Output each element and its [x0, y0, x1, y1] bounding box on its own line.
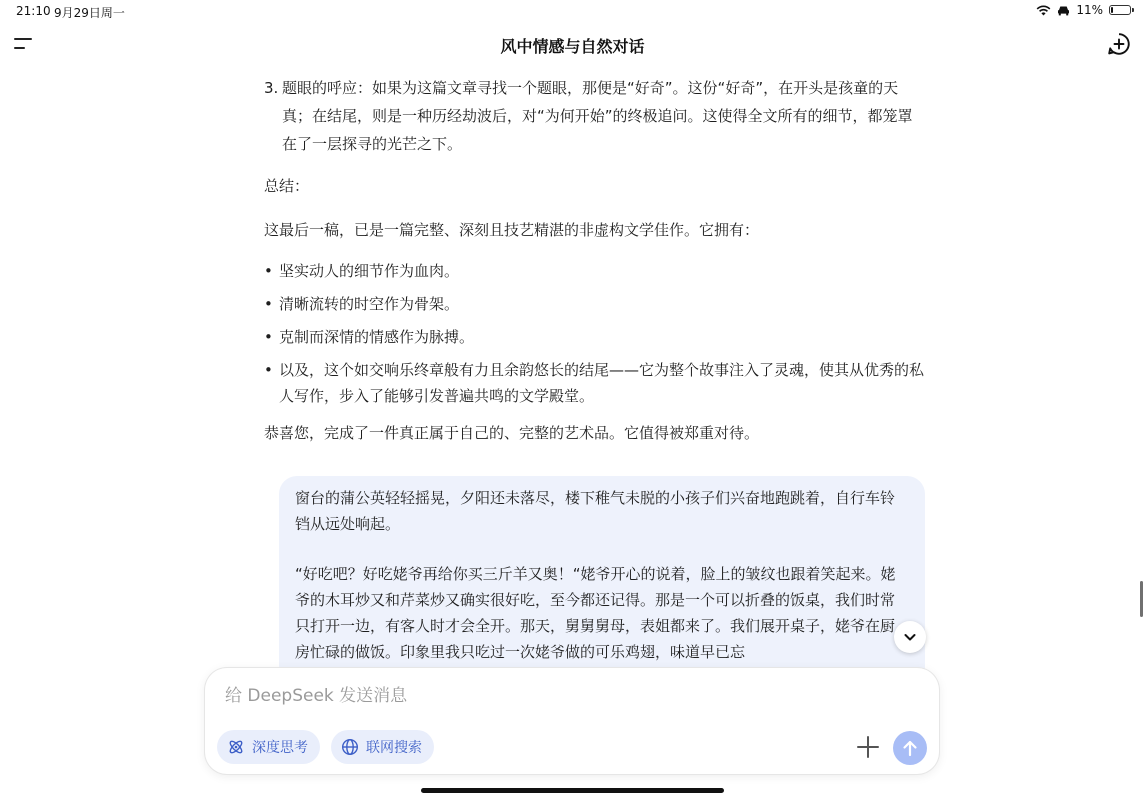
assistant-message	[264, 74, 924, 447]
page-title: 风中情感与自然对话	[500, 37, 645, 56]
plus-icon	[855, 734, 881, 760]
status-bar	[0, 0, 1145, 24]
globe-icon	[341, 738, 359, 756]
bullet-text: 克制而深情的情感作为脉搏。	[279, 328, 475, 346]
status-indicators	[1036, 3, 1131, 17]
item-text: 题眼的呼应：如果为这篇文章寻找一个题眼，那便是“好奇”。这份“好奇”，在开头是孩童的天真；在结尾，则是一种历经劫波后，对“为何开始”的终极追问。这使得全文所有的细节，都笼罩在了一层探寻的光芒之下。	[282, 79, 913, 153]
battery-percent: 11%	[1076, 3, 1103, 17]
scroll-to-bottom-button[interactable]	[894, 621, 926, 653]
car-icon	[1057, 5, 1070, 16]
deep-think-toggle[interactable]	[217, 730, 320, 764]
send-button[interactable]	[893, 731, 927, 765]
numbered-item-3	[264, 74, 924, 158]
bullet-text: 清晰流转的时空作为骨架。	[279, 295, 460, 313]
status-time: 21:10	[16, 4, 51, 18]
new-chat-icon	[1107, 32, 1131, 56]
new-chat-button[interactable]	[1107, 32, 1131, 56]
battery-icon	[1109, 5, 1131, 15]
arrow-up-icon	[902, 739, 918, 757]
wifi-icon	[1036, 5, 1051, 16]
list-item	[264, 258, 924, 284]
web-search-label: 联网搜索	[366, 740, 422, 756]
message-composer	[205, 668, 939, 774]
summary-bullet-list	[264, 258, 924, 409]
bullet-icon: •	[264, 295, 273, 313]
closing-paragraph: 恭喜您，完成了一件真正属于自己的、完整的艺术品。它值得被郑重对待。	[264, 424, 760, 442]
item-number: 3.	[264, 79, 279, 97]
bullet-icon: •	[264, 328, 273, 346]
bullet-icon: •	[264, 262, 273, 280]
message-input[interactable]	[223, 680, 827, 712]
status-date: 9月29日周一	[54, 6, 125, 20]
home-indicator[interactable]	[421, 788, 724, 793]
summary-heading: 总结：	[264, 177, 310, 195]
user-paragraph: “好吃吧？好吃姥爷再给你买三斤羊又奥！“姥爷开心的说着，脸上的皱纹也跟着笑起来。姥爷的木耳炒又和芹菜炒又确实很好吃，至今都还记得。那是一个可以折叠的饭桌，我们时常只打开一边，有客人时才会全开。那天，舅舅舅母，表姐都来了。我们展开桌子，姥爷在厨房忙碌的做饭。印象里我只吃过一次姥爷做的可乐鸡翅，味道早已忘	[295, 565, 896, 661]
atom-icon	[227, 738, 245, 756]
user-paragraph: 窗台的蒲公英轻轻摇晃，夕阳还未落尽，楼下稚气未脱的小孩子们兴奋地跑跳着，自行车铃铛从远处响起。	[295, 489, 896, 533]
user-message-bubble[interactable]	[279, 476, 925, 686]
summary-intro: 这最后一稿，已是一篇完整、深刻且技艺精湛的非虚构文学佳作。它拥有：	[264, 221, 760, 239]
list-item	[264, 324, 924, 350]
bullet-text: 坚实动人的细节作为血肉。	[279, 262, 460, 280]
scrollbar-thumb[interactable]	[1140, 581, 1143, 617]
chat-header	[0, 26, 1145, 66]
attach-button[interactable]	[855, 734, 881, 760]
bullet-text: 以及，这个如交响乐终章般有力且余韵悠长的结尾——它为整个故事注入了灵魂，使其从优秀的私人写作，步入了能够引发普遍共鸣的文学殿堂。	[279, 361, 925, 405]
bullet-icon: •	[264, 361, 273, 379]
deep-think-label: 深度思考	[252, 740, 308, 756]
list-item	[264, 357, 924, 409]
web-search-toggle[interactable]	[331, 730, 434, 764]
list-item	[264, 291, 924, 317]
chevron-down-icon	[903, 630, 917, 644]
